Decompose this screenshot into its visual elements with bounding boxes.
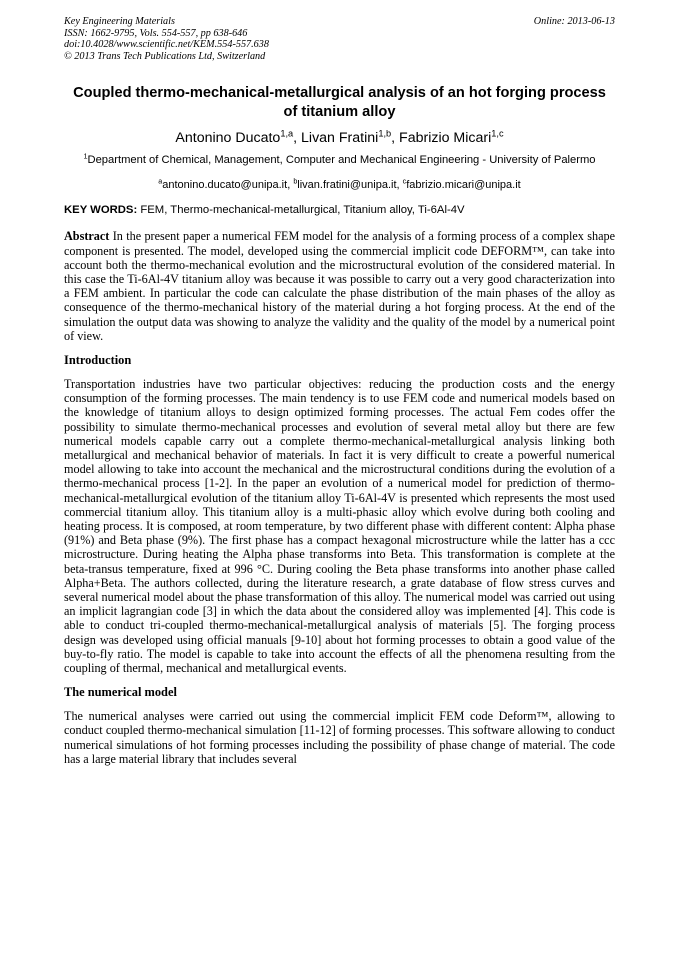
email-superscript: c <box>402 177 407 186</box>
affiliation <box>64 153 615 168</box>
author-superscript: 1,a <box>280 128 294 139</box>
journal-doi: doi:10.4028/www.scientific.net/KEM.554-557.638 <box>64 39 269 51</box>
email-superscript: b <box>293 177 298 186</box>
affiliation-text: Department of Chemical, Management, Computer and Mechanical Engineering - University of Palermo <box>87 154 596 167</box>
abstract <box>64 229 615 343</box>
paper-page <box>64 16 615 766</box>
keywords <box>64 203 615 217</box>
author-superscript: 1,c <box>491 128 504 139</box>
paper-title: Coupled thermo-mechanical-metallurgical analysis of an hot forging process of titanium alloy <box>73 85 606 121</box>
email-list: $^a$antonino.ducato@unipa.it, $^b$livan.fratini@unipa.it, $^c$fabrizio.micari@unipa.it <box>158 177 521 192</box>
abstract-text: In the present paper a numerical FEM model for the analysis of a forming process of a complex shape component is presented. The model, developed using the commercial implicit code DEFORM™, can take into account both the thermo-mechanical evolution and the microstructural evolution of the considered material. In this case the Ti-6Al-4V titanium alloy was because it was possible to carry out a very good characterization into a FEM ambient. In particular the code can calculate the phase distribution of the main phases of the alloy as consequence of the thermo-mechanical history of the material during a hot forging process. At the end of the simulation the output data was showing to analyze the validity and the quality of the model by a numerical point of view. <box>64 229 616 343</box>
author-name: Fabrizio Micari <box>399 130 492 147</box>
email-address[interactable]: antonino.ducato@unipa.it <box>162 179 288 192</box>
keywords-label: KEY WORDS: <box>64 204 138 217</box>
journal-name: Key Engineering Materials <box>64 16 175 27</box>
section-body-numerical-model: The numerical analyses were carried out using the commercial implicit FEM code Deform™, allowing to conduct coupled thermo-mechanical simulation [11-12] of forming processes. This software allowing to conduct numerical simulations of hot forming processes including the possibility of phase change of material. The code has a large material library that includes several <box>64 709 615 766</box>
journal-info <box>64 16 269 62</box>
journal-header <box>64 16 615 62</box>
affiliation-superscript: 1 <box>83 151 88 161</box>
journal-copyright: © 2013 Trans Tech Publications Ltd, Switzerland <box>64 50 266 62</box>
author-list: Antonino Ducato$^{1,a}$, Livan Fratini$^{1,b}$, Fabrizio Micari$^{1,c}$ <box>175 128 504 147</box>
author-superscript: 1,b <box>378 128 392 139</box>
keywords-text: FEM, Thermo-mechanical-metallurgical, Titanium alloy, Ti-6Al-4V <box>140 204 465 217</box>
email-address[interactable]: livan.fratini@unipa.it <box>297 179 397 192</box>
abstract-label: Abstract <box>64 229 110 244</box>
online-date: Online: 2013-06-13 <box>533 16 615 27</box>
journal-issn: ISSN: 1662-9795, Vols. 554-557, pp 638-646 <box>64 27 248 39</box>
email-address[interactable]: fabrizio.micari@unipa.it <box>406 179 521 192</box>
author-name: Antonino Ducato <box>175 130 281 147</box>
section-heading-numerical-model: The numerical model <box>64 685 177 700</box>
section-heading-introduction: Introduction <box>64 353 132 367</box>
section-body-introduction: Transportation industries have two particular objectives: reducing the production costs and the energy consumption of the forming processes. The main tendency is to use FEM code and numerical models based on the knowledge of titanium alloys to design optimized forming processes. The actual Fem codes offer the possibility to simulate thermo-mechanical processes and evolution of several metal alloy but there are few numerical models capable carry out a complete thermo-mechanical-metallurgical analysis linking both metallurgical and mechanical behavior of materials. In fact it is very difficult to create a powerful numerical model allowing to take into account the mechanical and the microstructural conditions during the evolution of a thermo-mechanical process [1-2]. In the paper an evolution of a numerical model for prediction of thermo-mechanical-metallurgical evolution of the titanium alloy Ti-6Al-4V is presented which represents the most used commercial titanium alloy. This titanium alloy is a multi-phasic alloy which evolve during both cooling and heating process. It is composed, at room temperature, by two different phase with different content: Alpha phase (91%) and Beta phase (9%). The first phase has a compact hexagonal microstructure while the latter has a ccc microstructure. During heating the Alpha phase transforms into Beta. This transformation is complete at the beta-transus temperature, fixed at 996 °C. During cooling the Beta phase transforms into another phase called Alpha+Beta. The authors collected, during the literature research, a grate database of flow stress curves and several numerical model about the phase transformation of this alloy. The numerical model was carried out using an implicit lagrangian code [3] in which the data about the considered alloy was implemented [4]. This code is able to conduct tri-coupled thermo-mechanical-metallurgical analysis of materials [5]. The forging process design was developed using official manuals [9-10] about hot forming processes to obtain a good value of the buy-to-fly ratio. The model is capable to take into account the effects of all the phenomena resulting from the coupling of thermal, mechanical and metallurgical events. <box>64 377 615 676</box>
author-name: Livan Fratini <box>301 130 379 147</box>
email-superscript: a <box>158 177 163 186</box>
